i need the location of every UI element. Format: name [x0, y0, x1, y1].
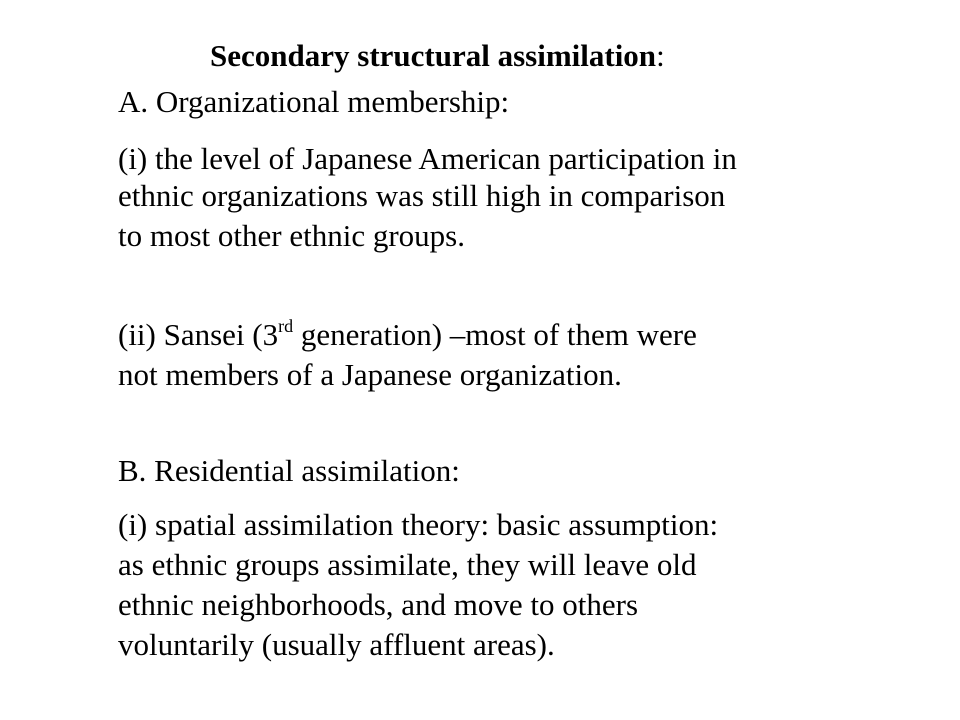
section-b-item-i-line-3: ethnic neighborhoods, and move to others	[118, 587, 639, 622]
slide-title-text: Secondary structural assimilation	[210, 38, 657, 73]
item-ii-text-end: generation) –most of them were	[293, 317, 697, 352]
section-b-heading: B. Residential assimilation:	[118, 453, 460, 488]
section-a-item-i-line-1: (i) the level of Japanese American participation in	[118, 141, 737, 176]
section-a-heading: A. Organizational membership:	[118, 84, 510, 119]
section-b-item-i-line-4: voluntarily (usually affluent areas).	[118, 627, 555, 662]
item-ii-text-start: (ii) Sansei (3	[118, 317, 279, 352]
section-b-item-i-line-1: (i) spatial assimilation theory: basic assumption:	[118, 507, 719, 542]
slide-title	[210, 38, 665, 74]
section-b-item-i-line-2: as ethnic groups assimilate, they will leave old	[118, 547, 697, 582]
section-a-item-ii-line-1	[118, 318, 697, 352]
section-a-item-i-line-2: ethnic organizations was still high in comparison	[118, 178, 726, 213]
slide-title-colon: :	[656, 38, 665, 73]
section-a-item-i-line-3: to most other ethnic groups.	[118, 218, 465, 253]
ordinal-superscript: rd	[278, 316, 294, 336]
section-a-item-ii-line-2: not members of a Japanese organization.	[118, 357, 622, 392]
